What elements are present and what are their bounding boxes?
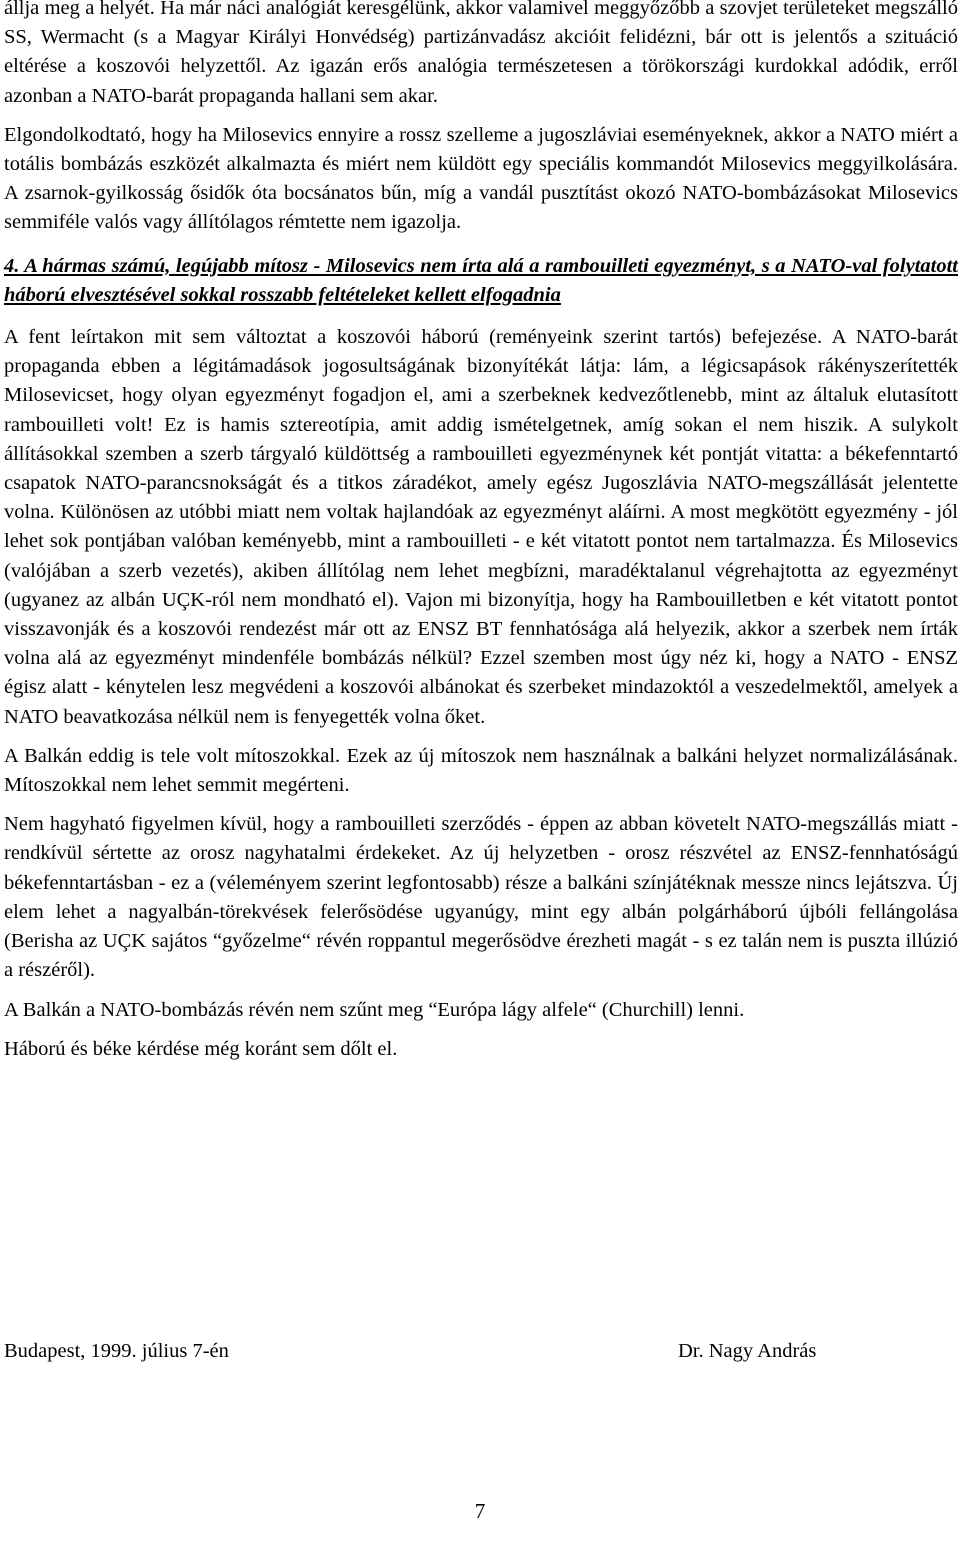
- author-name: Dr. Nagy András: [678, 1340, 817, 1362]
- paragraph-war-and-peace: Háború és béke kérdése még koránt sem dőlt el.: [4, 1037, 398, 1060]
- document-page: [4, 0, 958, 1064]
- paragraph-nazi-analogy: állja meg a helyét. Ha már náci analógiát keresgélünk, akkor valamivel meggyőzőbb a szovjet területeket megszálló SS, Wermacht (s a Magyar Királyi Honvédség) partizánvadász akcióit felidézni, bár ott is jelentős a szituáció eltérése a koszovói helyzettől. Az igazán erős analógia természetesen a törökországi kurdokkal adódik, erről azonban a NATO-barát propaganda hallani sem akar.: [4, 0, 958, 107]
- page-number: 7: [474, 1499, 486, 1523]
- paragraph-russian-interests: Nem hagyható figyelmen kívül, hogy a rambouilleti szerződés - éppen az abban követelt NATO-megszállás miatt - rendkívül sértette az orosz nagyhatalmi érdekeket. Az új helyzetben - orosz részvétel az ENSZ-fennhatóságú békefenntartásban - ez a (véleményem szerint legfontosabb) része a balkáni színjátéknak messze nincs lejátszva. Új elem lehet a nagyalbán-törekvések felerősödése ugyanúgy, mint egy albán polgárháború újbóli fellángolása (Berisha az UÇK sajátos “győzelme“ révén roppantul megerősödve érezheti magát - s ez talán nem is puszta illúzió a részéről).: [4, 813, 958, 982]
- place-and-date: Budapest, 1999. július 7-én: [4, 1340, 229, 1362]
- section-heading-myth-4: [4, 252, 958, 310]
- section-heading-number: 4.: [4, 254, 20, 277]
- paragraph-rambouillet-agreement: A fent leírtakon mit sem változtat a koszovói háború (reményeink szerint tartós) befejezése. A NATO-barát propaganda ebben a légitámadások jogosultságának bizonyítékát látja: lám, a légicsapások rákényszerítették Milosevicset, hogy olyan egyezményt fogadjon el, ami a szerbeknek kedvezőtlenebb, mint az általuk elutasított rambouilleti volt! Ez is hamis sztereotípia, amit addig ismételgetnek, amíg sokan el nem hiszik. A sulykolt állításokkal szemben a szerb tárgyaló küldöttség a rambouilleti egyezménynek két pontját vitatta: a békefenntartó csapatok NATO-parancsnokságát és a titkos záradékot, amely egész Jugoszlávia NATO-megszállását jelentette volna. Különösen az utóbbi miatt nem voltak hajlandóak az egyezményt aláírni. A most megkötött egyezmény - jól lehet sok pontjában valóban keményebb, mint a rambouilleti - e két vitatott pontot nem tartalmazza. És Milosevics (valójában a szerb vezetés), akiben állítólag nem lehet megbízni, maradéktalanul végrehajtotta az egyezményt (ugyanez az albán UÇK-ról nem mondható el). Vajon mi bizonyítja, hogy ha Rambouilletben e két vitatott pontot visszavonják és a koszovói rendezést már ott az ENSZ BT fennhatósága alá helyezik, akkor a szerbek nem írták volna alá az egyezményt mindenféle bombázás nélkül? Ezzel szemben most úgy néz ki, hogy a NATO - ENSZ égisz alatt - kénytelen lesz megvédeni a koszovói albánokat és szerbeket mindazoktól a veszedelmektől, amelyek a NATO beavatkozása nélkül nem is fenyegették volna őket.: [4, 326, 958, 728]
- paragraph-europe-soft-underbelly: A Balkán a NATO-bombázás révén nem szűnt meg “Európa lágy alfele“ (Churchill) lenni.: [4, 998, 745, 1021]
- paragraph-balkan-myths: A Balkán eddig is tele volt mítoszokkal. Ezek az új mítoszok nem használnak a balkáni helyzet normalizálásának. Mítoszokkal nem lehet semmit megérteni.: [4, 744, 958, 797]
- section-heading-text: A hármas számú, legújabb mítosz - Milosevics nem írta alá a rambouilleti egyezményt, s a NATO-val folytatott háború elvesztésével sokkal rosszabb feltételeket kellett elfogadnia: [4, 254, 958, 306]
- paragraph-milosevics-commando: Elgondolkodtató, hogy ha Milosevics ennyire a rossz szelleme a jugoszláviai eseményeknek, akkor a NATO miért a totális bombázás eszközét alkalmazta és miért nem küldött egy speciális kommandót Milosevics meggyilkolására. A zsarnok-gyilkosság ősidők óta bocsánatos bűn, míg a vandál pusztítást okozó NATO-bombázásokat Milosevics semmiféle valós vagy állítólagos rémtette nem igazolja.: [4, 123, 958, 234]
